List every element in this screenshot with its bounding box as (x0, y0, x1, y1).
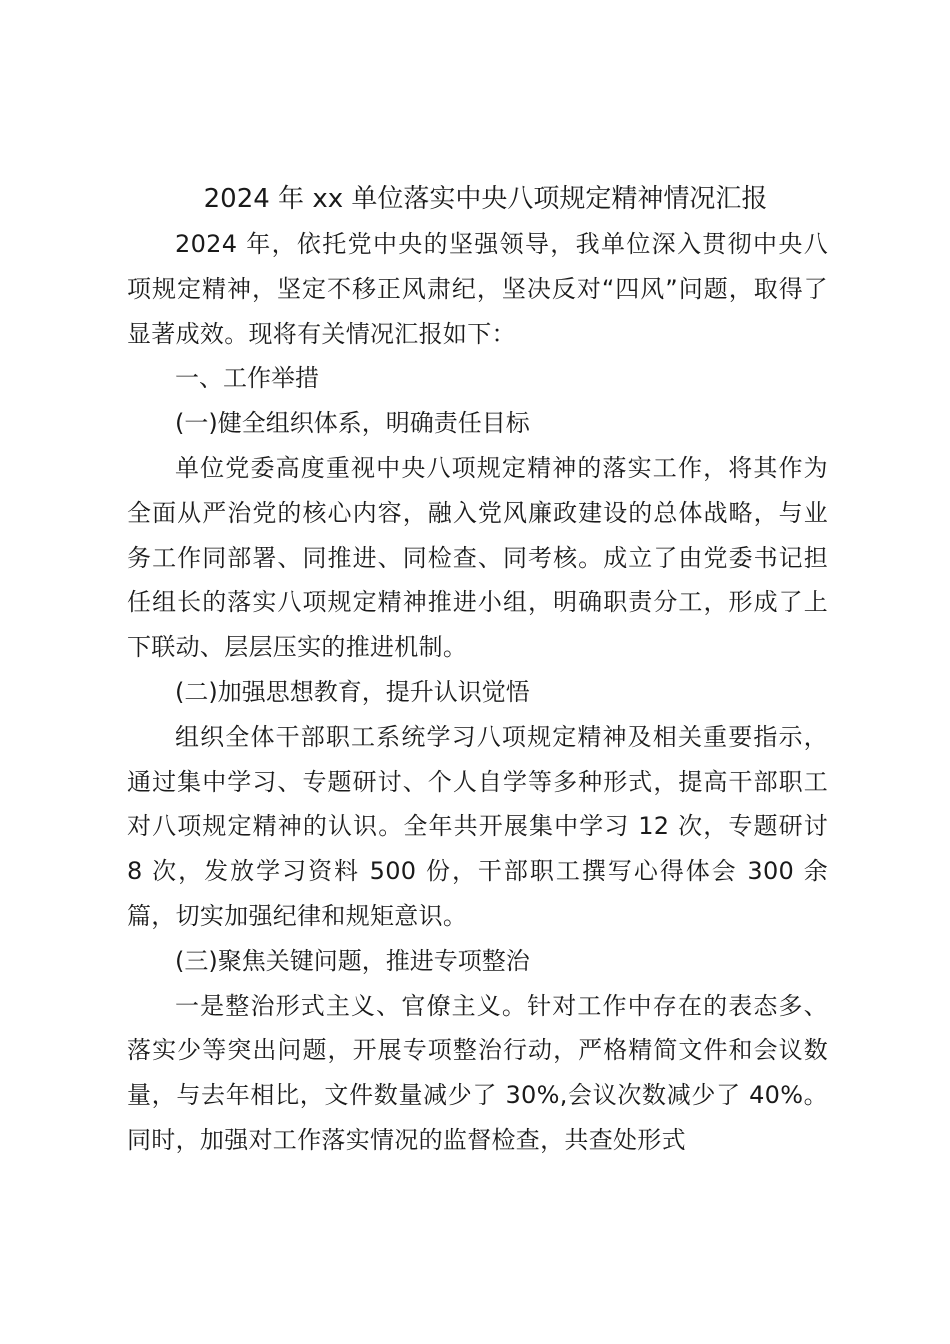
intro-paragraph: 2024 年，依托党中央的坚强领导，我单位深入贯彻中央八项规定精神，坚定不移正风肃纪，坚决反对“四风”问题，取得了显著成效。现将有关情况汇报如下： (127, 230, 828, 348)
subheading-education: (二)加强思想教育，提升认识觉悟 (175, 677, 530, 706)
paragraph-education: 组织全体干部职工系统学习八项规定精神及相关重要指示，通过集中学习、专题研讨、个人自学等多种形式，提高干部职工对八项规定精神的认识。全年共开展集中学习 12 次，专题研讨 8 次，发放学习资料 500 份，干部职工撰写心得体会 300 余篇，切实加强纪律和规矩意识。 (127, 722, 828, 930)
paragraph-rectification: 一是整治形式主义、官僚主义。针对工作中存在的表态多、落实少等突出问题，开展专项整治行动，严格精简文件和会议数量，与去年相比，文件数量减少了 30%,会议次数减少了 40%。同时，加强对工作落实情况的监督检查，共查处形式 (127, 991, 828, 1154)
subheading-organization: (一)健全组织体系，明确责任目标 (175, 409, 530, 438)
paragraph-organization: 单位党委高度重视中央八项规定精神的落实工作，将其作为全面从严治党的核心内容，融入党风廉政建设的总体战略，与业务工作同部署、同推进、同检查、同考核。成立了由党委书记担任组长的落实八项规定精神推进小组，明确职责分工，形成了上下联动、层层压实的推进机制。 (127, 453, 828, 662)
document-title: 2024 年 xx 单位落实中央八项规定精神情况汇报 (203, 184, 768, 214)
section-heading-work-measures: 一、工作举措 (175, 364, 319, 393)
document-body (127, 176, 828, 1163)
subheading-rectification: (三)聚焦关键问题，推进专项整治 (175, 946, 530, 975)
